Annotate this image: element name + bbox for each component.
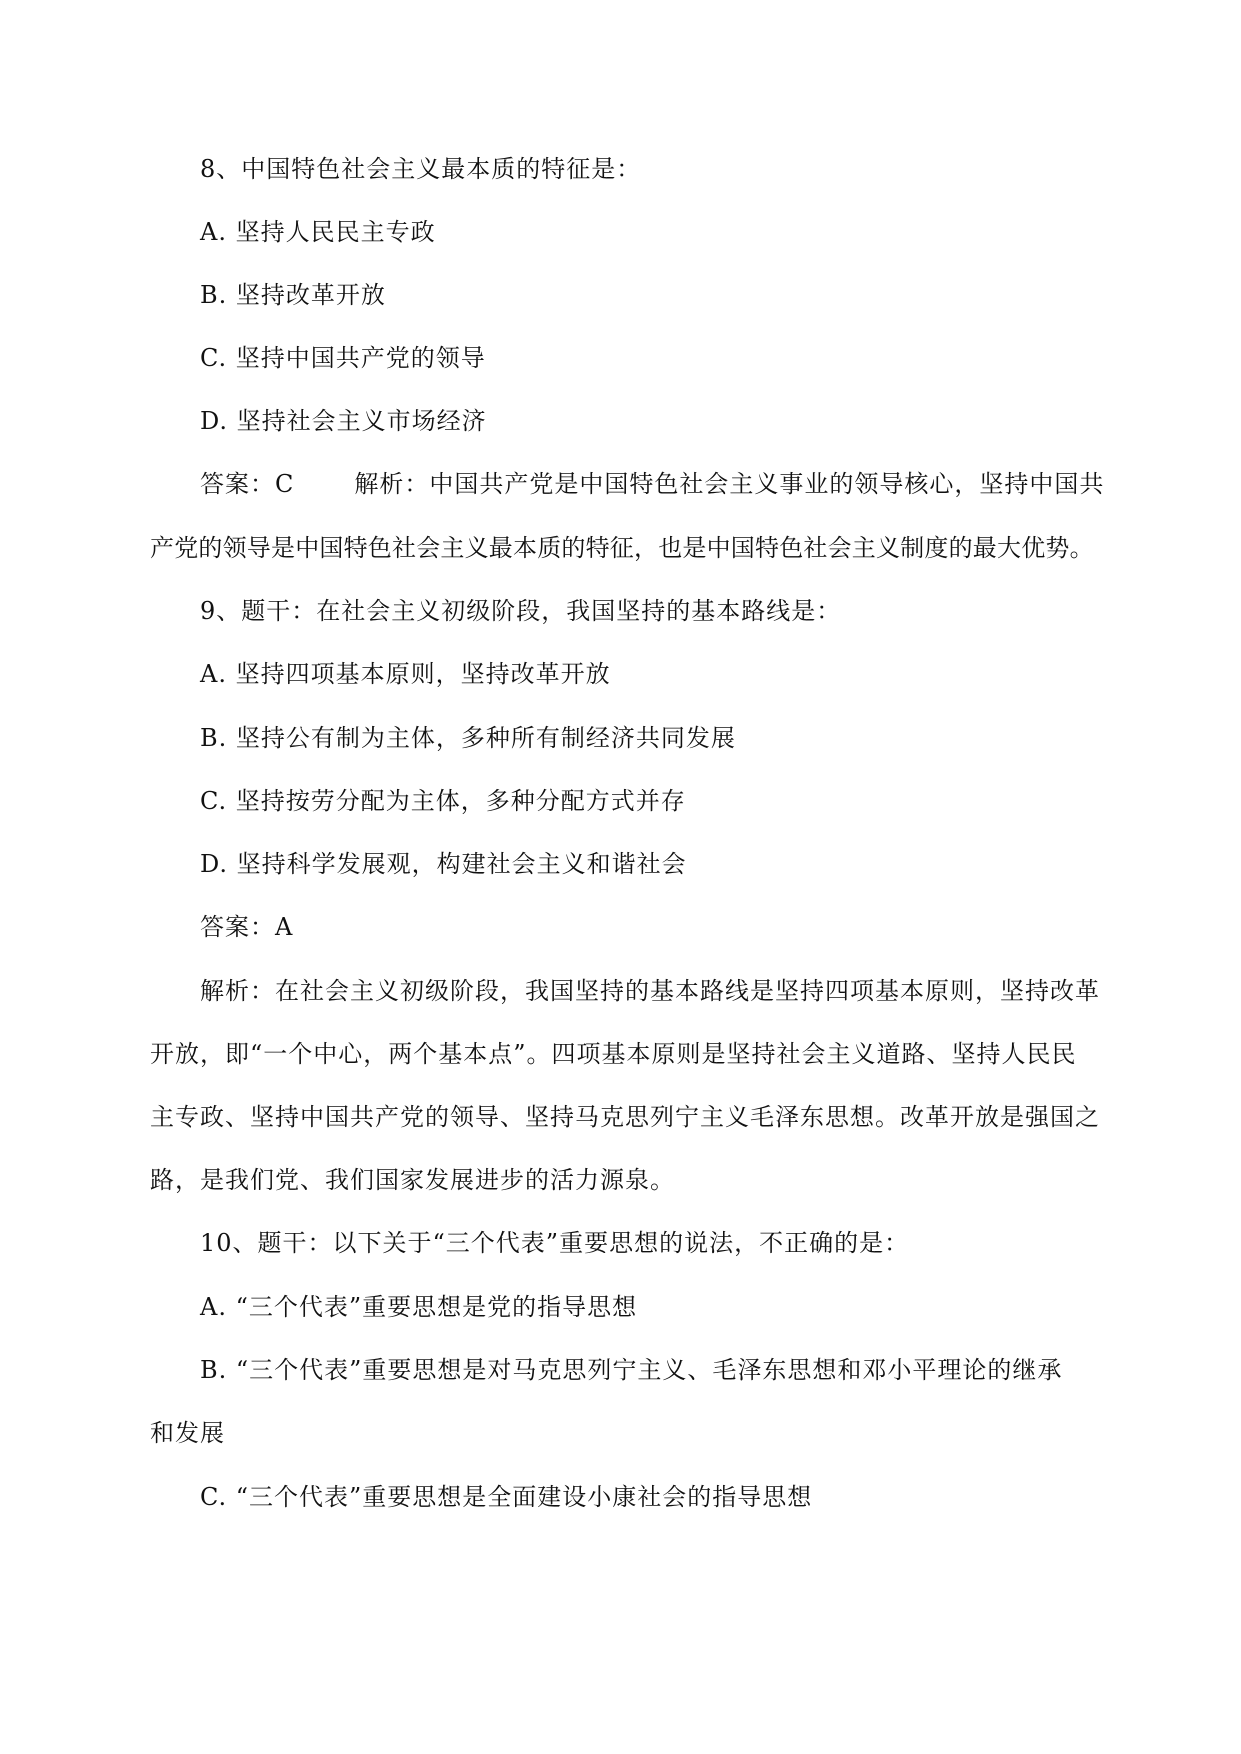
question-10-option-b: B. “三个代表”重要思想是对马克思列宁主义、毛泽东思想和邓小平理论的继承 (200, 1356, 1063, 1384)
question-8-option-d: D. 坚持社会主义市场经济 (200, 407, 487, 435)
question-9-option-d: D. 坚持科学发展观，构建社会主义和谐社会 (200, 850, 687, 878)
question-8-stem: 8、中国特色社会主义最本质的特征是： (200, 155, 642, 183)
question-10-option-b-continued: 和发展 (150, 1419, 225, 1447)
question-9-stem: 9、题干：在社会主义初级阶段，我国坚持的基本路线是： (200, 597, 842, 625)
question-9-answer: 答案：A (200, 913, 294, 941)
question-10-stem: 10、题干：以下关于“三个代表”重要思想的说法，不正确的是： (200, 1229, 910, 1257)
question-8-option-b: B. 坚持改革开放 (200, 281, 386, 309)
question-8-analysis-line-2: 产党的领导是中国特色社会主义最本质的特征，也是中国特色社会主义制度的最大优势。 (150, 534, 1094, 562)
question-10-option-a: A. “三个代表”重要思想是党的指导思想 (200, 1293, 638, 1321)
question-9-option-b: B. 坚持公有制为主体，多种所有制经济共同发展 (200, 724, 736, 752)
question-9-option-c: C. 坚持按劳分配为主体，多种分配方式并存 (200, 787, 686, 815)
question-8-answer-row (200, 468, 1104, 500)
question-8-analysis-line-1: 解析：中国共产党是中国特色社会主义事业的领导核心，坚持中国共 (354, 470, 1105, 498)
question-8-option-a: A. 坚持人民民主专政 (200, 218, 436, 246)
question-9-analysis-line-3: 主专政、坚持中国共产党的领导、坚持马克思列宁主义毛泽东思想。改革开放是强国之 (150, 1103, 1100, 1131)
question-9-option-a: A. 坚持四项基本原则，坚持改革开放 (200, 660, 611, 688)
question-8-option-c: C. 坚持中国共产党的领导 (200, 344, 486, 372)
question-9-analysis-line-1: 解析：在社会主义初级阶段，我国坚持的基本路线是坚持四项基本原则，坚持改革 (200, 977, 1100, 1005)
question-9-analysis-line-2: 开放，即“一个中心，两个基本点”。四项基本原则是坚持社会主义道路、坚持人民民 (150, 1040, 1077, 1068)
question-10-option-c: C. “三个代表”重要思想是全面建设小康社会的指导思想 (200, 1483, 813, 1511)
question-8-answer: 答案：C (200, 470, 295, 498)
question-9-analysis-line-4: 路，是我们党、我们国家发展进步的活力源泉。 (150, 1166, 675, 1194)
